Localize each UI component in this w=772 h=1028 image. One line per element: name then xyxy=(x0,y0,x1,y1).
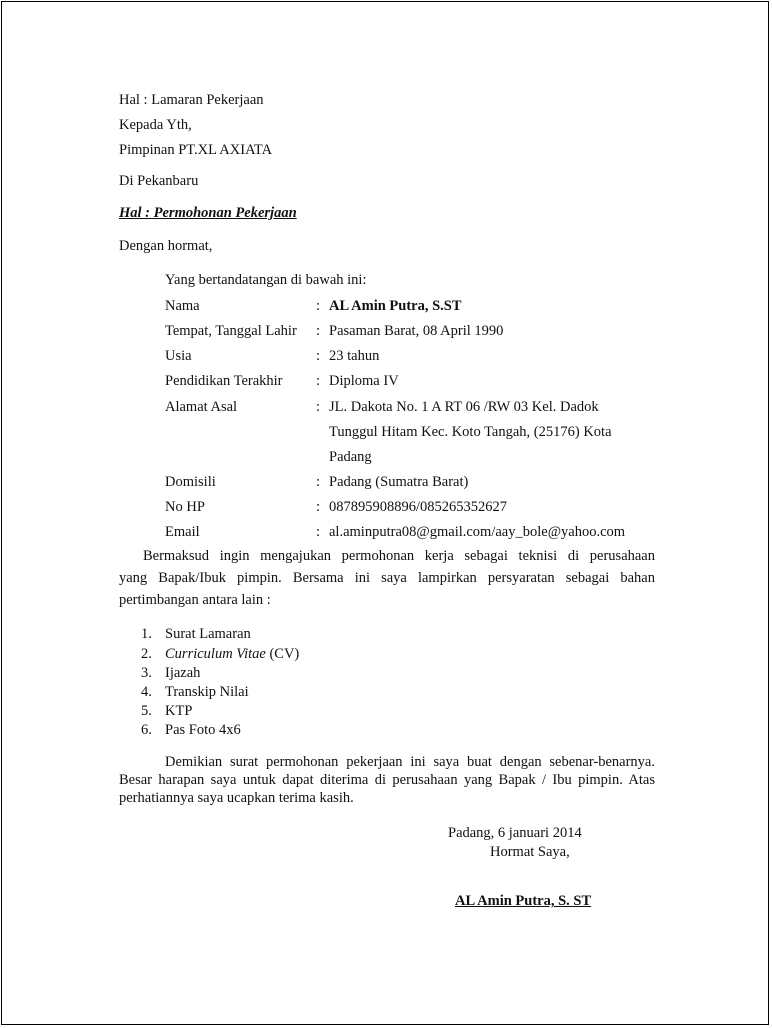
field-label-domisili: Domisili xyxy=(165,474,216,490)
paragraph-bermaksud-line2: yang Bapak/Ibuk pimpin. Bersama ini saya lampirkan persyaratan sebagai bahan xyxy=(119,570,655,586)
signature-regards: Hormat Saya, xyxy=(490,844,570,860)
field-value-alamat-line3: Padang xyxy=(329,449,372,465)
field-colon: : xyxy=(316,348,321,364)
field-value-email: al.aminputra08@gmail.com/aay_bole@yahoo.com xyxy=(329,524,626,540)
field-label-alamat: Alamat Asal xyxy=(165,399,238,415)
field-value-usia: 23 tahun xyxy=(329,348,380,364)
paragraph-demikian-line2: Besar harapan saya untuk dapat diterima di perusahaan yang Bapak / Ibu pimpin. Atas xyxy=(119,772,655,788)
field-label-nohp: No HP xyxy=(165,499,205,515)
greeting: Dengan hormat, xyxy=(119,238,213,254)
paragraph-demikian-line1: Demikian surat permohonan pekerjaan ini saya buat dengan sebenar-benarnya. xyxy=(165,754,655,770)
header-di: Di Pekanbaru xyxy=(119,173,199,189)
list-item: Surat Lamaran xyxy=(165,626,251,642)
field-value-alamat-line1: JL. Dakota No. 1 A RT 06 /RW 03 Kel. Dadok xyxy=(329,399,599,415)
field-label-ttl: Tempat, Tanggal Lahir xyxy=(165,323,297,339)
signature-name: AL Amin Putra, S. ST xyxy=(455,893,592,909)
paragraph-bermaksud xyxy=(119,545,655,611)
header-pimpinan: Pimpinan PT.XL AXIATA xyxy=(119,142,273,158)
field-label-pendidikan: Pendidikan Terakhir xyxy=(165,373,283,389)
list-number: 1. xyxy=(141,626,152,642)
paragraph-bermaksud-line3: pertimbangan antara lain : xyxy=(119,592,271,608)
header-hal: Hal : Lamaran Pekerjaan xyxy=(119,92,264,108)
field-value-nama: AL Amin Putra, S.ST xyxy=(329,298,462,314)
header-kepada: Kepada Yth, xyxy=(119,117,192,133)
field-label-usia: Usia xyxy=(165,348,192,364)
intro-text: Yang bertandatangan di bawah ini: xyxy=(165,272,367,288)
list-number: 6. xyxy=(141,722,152,738)
paragraph-demikian-line3: perhatiannya saya ucapkan terima kasih. xyxy=(119,790,354,806)
field-colon: : xyxy=(316,323,321,339)
field-value-domisili: Padang (Sumatra Barat) xyxy=(329,474,469,490)
field-colon: : xyxy=(316,399,321,415)
list-number: 5. xyxy=(141,703,152,719)
field-value-pendidikan: Diploma IV xyxy=(329,373,399,389)
field-colon: : xyxy=(316,524,321,540)
field-colon: : xyxy=(316,373,321,389)
field-colon: : xyxy=(316,499,321,515)
field-colon: : xyxy=(316,298,321,314)
letter-page xyxy=(1,1,769,1025)
field-value-alamat-line2: Tunggul Hitam Kec. Koto Tangah, (25176) Kota xyxy=(329,424,612,440)
list-number: 2. xyxy=(141,646,152,662)
field-label-nama: Nama xyxy=(165,298,200,314)
list-item: KTP xyxy=(165,703,193,719)
list-item: Transkip Nilai xyxy=(165,684,249,700)
list-number: 3. xyxy=(141,665,152,681)
list-item-italic: Curriculum Vitae xyxy=(165,646,266,662)
field-value-nohp: 087895908896/085265352627 xyxy=(329,499,508,515)
field-label-email: Email xyxy=(165,524,200,540)
list-item: Ijazah xyxy=(165,665,201,681)
signature-place-date: Padang, 6 januari 2014 xyxy=(448,825,582,841)
subject-line: Hal : Permohonan Pekerjaan xyxy=(119,205,297,221)
list-item xyxy=(165,645,299,663)
paragraph-demikian xyxy=(119,753,655,807)
field-value-ttl: Pasaman Barat, 08 April 1990 xyxy=(329,323,504,339)
list-item: Pas Foto 4x6 xyxy=(165,722,241,738)
field-colon: : xyxy=(316,474,321,490)
list-item-suffix: (CV) xyxy=(265,646,300,662)
list-number: 4. xyxy=(141,684,152,700)
paragraph-bermaksud-line1: Bermaksud ingin mengajukan permohonan kerja sebagai teknisi di perusahaan xyxy=(143,548,655,564)
